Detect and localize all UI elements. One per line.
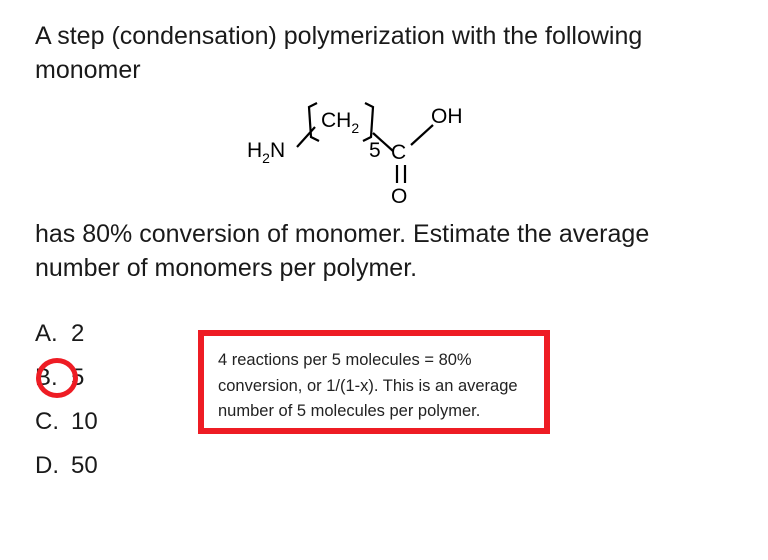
bracket-right-icon [363,103,373,141]
answer-letter-a: A. [35,320,58,347]
answer-letter-b: B. [35,364,58,391]
answer-choice-d[interactable] [35,444,200,488]
structure-label-carbonyl-oxygen: O [391,185,408,205]
answer-text-d: 50 [71,452,98,479]
structure-label-repeat-unit: $CH_2$ [321,109,360,136]
answer-choice-a[interactable] [35,312,200,356]
structure-label-carbonyl-carbon: C [391,141,407,164]
answer-text-b: 5 [71,364,85,391]
structure-label-hydroxyl: OH [431,105,463,128]
bracket-left-icon [309,103,319,141]
question-text-part2: has 80% conversion of monomer. Estimate the average number of monomers per polymer. [35,220,650,282]
structure-label-repeat-count: 5 [369,139,381,162]
answer-text-a: 2 [71,320,85,347]
answer-choice-b[interactable] [35,356,200,400]
answer-choice-c[interactable] [35,400,200,444]
question-text-part1: A step (condensation) polymerization with the following monomer [35,22,643,84]
selected-answer-circle-annotation [36,358,78,398]
monomer-structure-diagram [245,95,535,205]
answer-letter-d: D. [35,452,59,479]
answer-choice-list [35,312,200,488]
answer-letter-c: C. [35,408,59,435]
structure-label-amine: $H_2N$ [247,139,286,166]
explanation-callout-box [198,330,550,434]
bond-carbonyl-to-hydroxyl [411,125,433,145]
explanation-text: 4 reactions per 5 molecules = 80% conversion, or 1/(1-x). This is an average number of 5 molecules per polymer. [218,351,518,421]
answer-text-c: 10 [71,408,98,435]
